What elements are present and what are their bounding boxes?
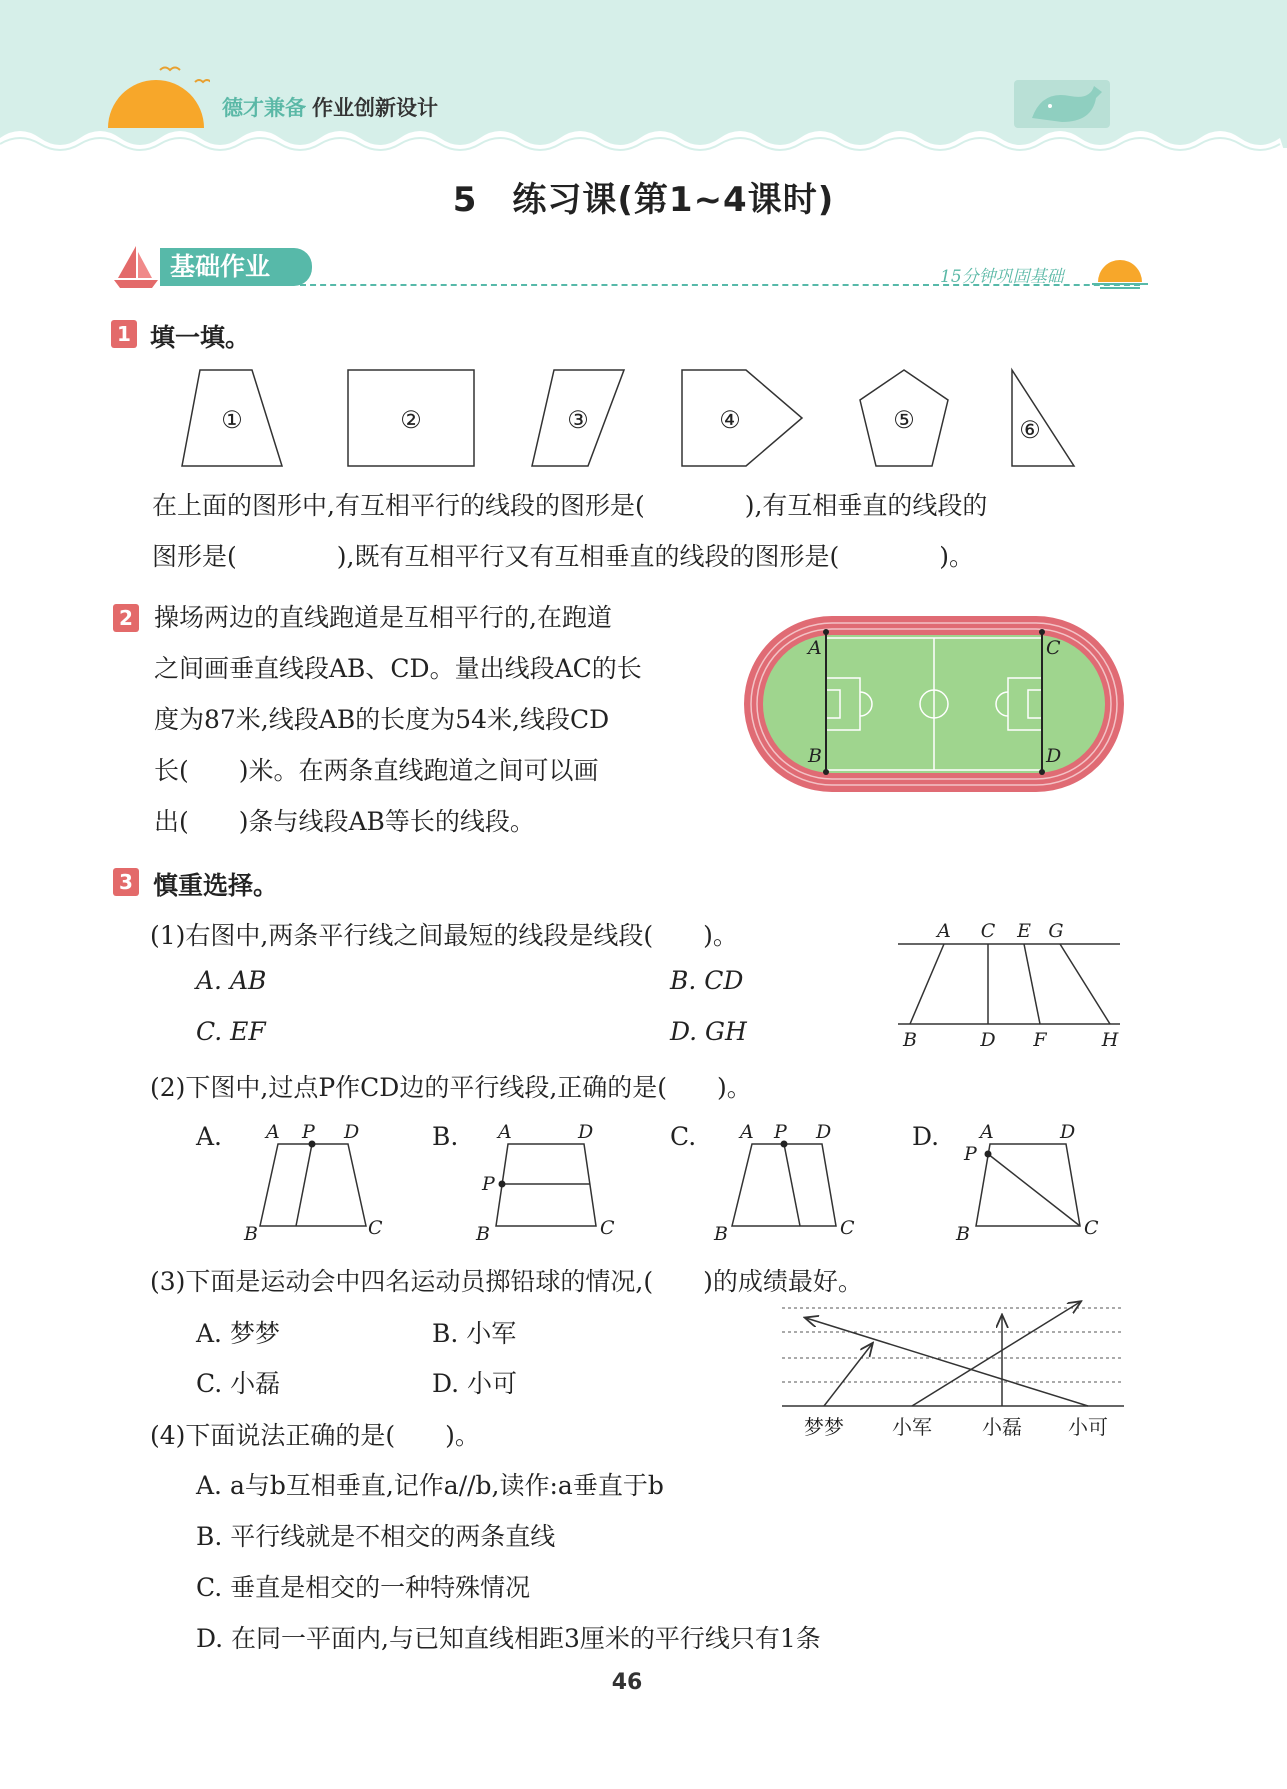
q3-4-option-b: B. 平行线就是不相交的两条直线 — [196, 1522, 556, 1551]
q3-1-stem: (1)右图中,两条平行线之间最短的线段是线段( )。 — [150, 921, 738, 950]
svg-text:P: P — [482, 1173, 495, 1195]
svg-text:C: C — [840, 1217, 855, 1239]
q3-1-option-b: B. CD — [670, 966, 744, 995]
svg-text:B: B — [476, 1223, 490, 1242]
question-number-1: 1 — [111, 320, 137, 348]
q3-1-parallel-diagram — [896, 918, 1122, 1054]
label-b: B — [903, 1029, 917, 1051]
svg-text:A: A — [740, 1121, 754, 1143]
track-label-c: C — [1046, 637, 1061, 659]
svg-text:B: B — [714, 1223, 728, 1242]
section-subtitle: 15分钟巩固基础 — [940, 267, 1064, 287]
svg-text:P: P — [964, 1143, 977, 1165]
svg-text:D: D — [1060, 1121, 1076, 1143]
q3-2-option-b: B. — [432, 1122, 459, 1151]
shape-pentagon-arrow — [682, 370, 802, 466]
svg-text:D: D — [344, 1121, 360, 1143]
q3-4-option-d: D. 在同一平面内,与已知直线相距3厘米的平行线只有1条 — [196, 1624, 821, 1653]
q3-2-figure-d — [954, 1120, 1114, 1242]
track-label-a: A — [808, 637, 822, 659]
shape-label-3: ③ — [567, 406, 589, 434]
q3-2-figure-c — [712, 1120, 862, 1242]
q3-4-option-c: C. 垂直是相交的一种特殊情况 — [196, 1573, 531, 1602]
athlete-xiaolei: 小磊 — [982, 1415, 1022, 1439]
q3-2-figure-a — [238, 1120, 388, 1242]
brand — [222, 92, 438, 122]
svg-text:A: A — [980, 1121, 994, 1143]
shape-label-1: ① — [221, 406, 243, 434]
track-label-d: D — [1046, 745, 1062, 767]
q1-shapes — [170, 362, 1090, 472]
svg-text:A: A — [266, 1121, 280, 1143]
q3-4-option-a: A. a与b互相垂直,记作a//b,读作:a垂直于b — [196, 1471, 664, 1500]
q3-2-figure-b — [474, 1120, 624, 1242]
svg-text:C: C — [600, 1217, 615, 1239]
q3-3-stem: (3)下面是运动会中四名运动员掷铅球的情况,( )的成绩最好。 — [150, 1267, 863, 1296]
q3-1-option-a: A. AB — [196, 966, 267, 995]
q2-line-5: 出( )条与线段AB等长的线段。 — [154, 807, 535, 836]
whale-icon — [1012, 78, 1112, 130]
section-banner: 基础作业 — [160, 248, 312, 286]
page-number: 46 — [611, 1670, 643, 1695]
q3-3-option-d: D. 小可 — [432, 1369, 518, 1398]
sunset-icon — [1090, 250, 1150, 290]
q2-line-4: 长( )米。在两条直线跑道之间可以画 — [154, 756, 599, 785]
label-h: H — [1101, 1029, 1119, 1051]
question-title-3: 慎重选择。 — [153, 871, 279, 900]
q1-line-1: 在上面的图形中,有互相平行的线段的图形是( ),有互相垂直的线段的 — [152, 491, 988, 520]
athlete-xiaojun: 小军 — [892, 1415, 932, 1439]
label-a: A — [937, 920, 951, 942]
question-number-2: 2 — [113, 604, 139, 632]
svg-text:D: D — [816, 1121, 832, 1143]
q3-2-option-c: C. — [670, 1122, 697, 1151]
shape-label-4: ④ — [719, 406, 741, 434]
q3-3-option-c: C. 小磊 — [196, 1369, 281, 1398]
label-e: E — [1017, 920, 1031, 942]
svg-text:A: A — [498, 1121, 512, 1143]
athlete-xiaoke: 小可 — [1068, 1415, 1108, 1439]
q2-line-2: 之间画垂直线段AB、CD。量出线段AC的长 — [154, 654, 642, 683]
q2-line-1: 操场两边的直线跑道是互相平行的,在跑道 — [154, 603, 612, 632]
shape-label-5: ⑤ — [893, 406, 915, 434]
q3-2-stem: (2)下图中,过点P作CD边的平行线段,正确的是( )。 — [150, 1073, 752, 1102]
label-c: C — [980, 920, 996, 942]
label-g: G — [1048, 920, 1064, 942]
q3-3-option-b: B. 小军 — [432, 1319, 517, 1348]
sun-icon — [100, 60, 210, 130]
brand-green: 德才兼备 — [222, 96, 306, 120]
track-label-b: B — [808, 745, 822, 767]
brand-dark: 作业创新设计 — [312, 96, 438, 120]
q3-3-shotput-diagram — [780, 1296, 1126, 1442]
svg-text:D: D — [578, 1121, 594, 1143]
page-title: 5 练习课(第1~4课时) — [452, 180, 835, 220]
label-f: F — [1033, 1029, 1047, 1051]
q2-track-diagram — [742, 612, 1128, 798]
question-number-3: 3 — [113, 868, 139, 896]
shape-label-2: ② — [400, 406, 422, 434]
svg-text:C: C — [368, 1217, 383, 1239]
q3-1-option-d: D. GH — [670, 1017, 747, 1046]
sailboat-icon — [112, 242, 160, 290]
q3-2-option-a: A. — [196, 1122, 223, 1151]
svg-text:P: P — [774, 1121, 787, 1143]
shape-label-6: ⑥ — [1019, 416, 1041, 444]
svg-text:B: B — [244, 1223, 258, 1242]
q3-2-option-d: D. — [912, 1122, 940, 1151]
svg-text:P: P — [302, 1121, 315, 1143]
svg-text:B: B — [956, 1223, 970, 1242]
q2-line-3: 度为87米,线段AB的长度为54米,线段CD — [154, 705, 610, 734]
label-d: D — [980, 1029, 996, 1051]
question-title-1: 填一填。 — [150, 323, 251, 352]
athlete-mengmeng: 梦梦 — [804, 1415, 844, 1439]
q1-line-2: 图形是( ),既有互相平行又有互相垂直的线段的图形是( )。 — [152, 542, 974, 571]
q3-3-option-a: A. 梦梦 — [196, 1319, 280, 1348]
q3-1-option-c: C. EF — [196, 1017, 266, 1046]
q3-4-stem: (4)下面说法正确的是( )。 — [150, 1421, 480, 1450]
svg-text:C: C — [1084, 1217, 1099, 1239]
